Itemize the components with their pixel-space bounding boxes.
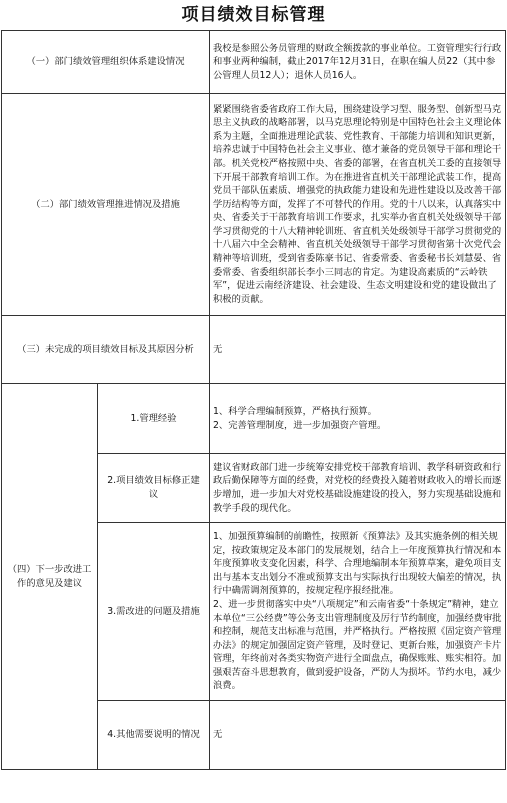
item-content-management-experience <box>210 384 506 454</box>
table-row <box>2 94 506 316</box>
content-paragraph: 建议省财政部门进一步统筹安排党校干部教育培训、教学科研资政和行政后勤保障等方面的经费，对党校的经费投入随着财政收入的增长而逐步增加，进一步加大对党校基础设施建设的投入，努力实现基础设施和教学手段的现代化。 <box>213 461 502 514</box>
row-content-unfinished-goals: 无 <box>210 316 506 384</box>
row-content-org-system: 我校是参照公务员管理的财政全额拨款的事业单位。工资管理实行行政和事业两种编制，截止2017年12月31日，在职在编人员22（其中参公管理人员12人）；退休人员16人。 <box>210 31 506 94</box>
item-content-revision-suggestions <box>210 454 506 523</box>
item-label-management-experience: 1.管理经验 <box>98 384 210 454</box>
table-row <box>2 384 506 454</box>
item-content-issues-measures <box>210 523 506 701</box>
content-paragraph: 无 <box>213 729 223 741</box>
table-row <box>2 316 506 384</box>
row-label-unfinished-goals: （三）未完成的项目绩效目标及其原因分析 <box>2 316 210 384</box>
performance-table <box>1 30 506 770</box>
item-label-issues-measures: 3.需改进的问题及措施 <box>98 523 210 701</box>
content-paragraph: 2、进一步贯彻落实中央“八项规定”和云南省委“十条规定”精神，建立本单位“三公经费”等公务支出管理制度及厉行节约制度，加强经费审批和控制，规范支出标准与范围，并严格执行。严格按照《固定资产管理办法》的规定加强固定资产管理，及时登记、更新台账，加强资产卡片管理，年终前对各类实物资产进行全面盘点，确保账账、账实相符。加强艰苦奋斗思想教育，做到爱护设备，严防人为损坏。节约水电，减少浪费。 <box>213 598 502 692</box>
content-paragraph: 1、加强预算编制的前瞻性，按照新《预算法》及其实施条例的相关规定，按政策规定及本部门的发展规划，结合上一年度预算执行情况和本年度预算收支变化因素，科学、合理地编制本年预算草案，避免项目支出与基本支出划分不准或预算支出与实际执行出现较大偏差的情况，执行中确需调剂预算的，按规定程序报经批准。 <box>213 530 502 597</box>
item-label-revision-suggestions: 2.项目绩效目标修正建议 <box>98 454 210 523</box>
row-label-org-system: （一）部门绩效管理组织体系建设情况 <box>2 31 210 94</box>
row-label-progress-measures: （二）部门绩效管理推进情况及措施 <box>2 94 210 316</box>
page-title: 项目绩效目标管理 <box>181 5 326 25</box>
item-label-other-notes: 4.其他需要说明的情况 <box>98 701 210 770</box>
section4-label: （四）下一步改进工作的意见及建议 <box>2 384 98 770</box>
content-paragraph: 2、完善管理制度，进一步加强资产管理。 <box>213 419 387 431</box>
item-content-other-notes <box>210 701 506 770</box>
content-paragraph: 1、科学合理编制预算，严格执行预算。 <box>213 405 377 417</box>
row-content-progress-measures: 紧紧围绕省委省政府工作大局，围绕建设学习型、服务型、创新型马克思主义执政的战略部署，以马克思理论特别是中国特色社会主义理论体系为主题，全面推进理论武装、党性教育、干部能力培训和知识更新，培养忠诚于中国特色社会主义事业、德才兼备的党员领导干部和理论干部。机关党校严格按照中央、省委的部署，在省直机关工委的直接领导下开展干部教育培训工作。为在推进省直机关干部理论武装工作，提高党员干部队伍素质、增强党的执政能力建设和先进性建设以及改善干部学历结构等方面，发挥了不可替代的作用。党的十八以来，认真落实中央、省委关于干部教育培训工作要求，扎实举办省直机关处级领导干部学习贯彻党的十八大精神轮训班、省直机关处级领导干部学习贯彻党的十八届六中全会精神、省直机关处级领导干部学习贯彻省第十次党代会精神等培训班，受到省委陈豪书记、省委常委、省委秘书长刘慧晏、省委常委、省委组织部长李小三同志的肯定。为建设高素质的“云岭铁军”，促进云南经济建设、社会建设、生态文明建设和党的建设做出了积极的贡献。 <box>210 94 506 316</box>
table-row <box>2 31 506 94</box>
